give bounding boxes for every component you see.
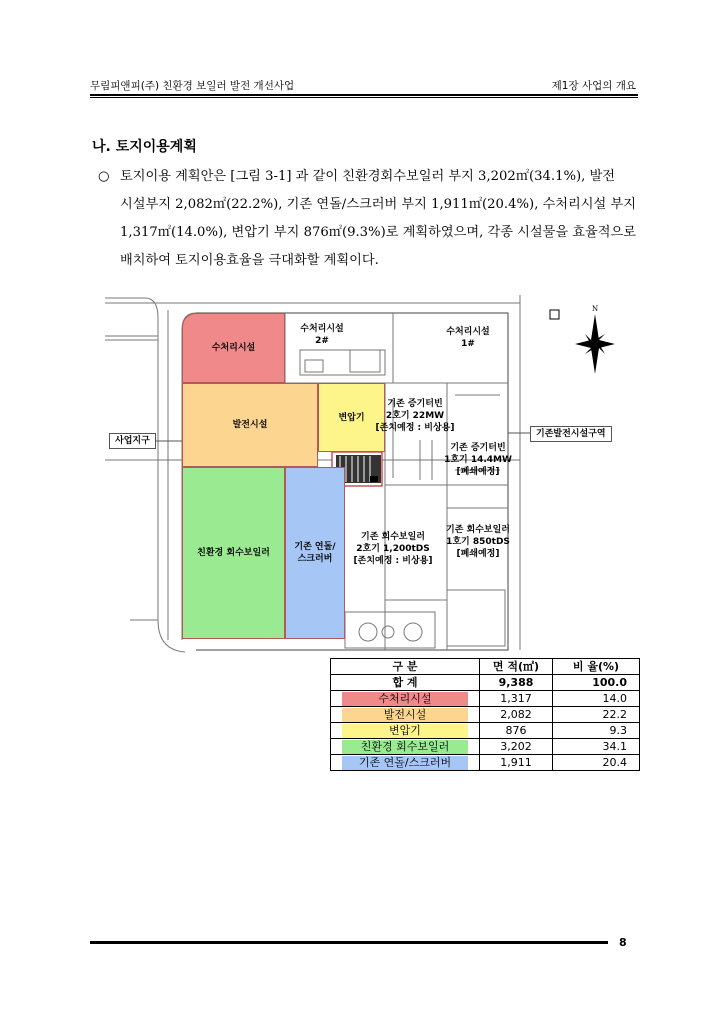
- label-recovery-boiler-2: 기존 회수보일러 2호기 1,200tDS [존치예정 : 비상용]: [353, 532, 433, 566]
- running-header: [90, 74, 638, 96]
- section-paragraph: [98, 163, 643, 275]
- paragraph-line: 시설부지 2,082㎡(22.2%), 기존 연돌/스크러버 부지 1,911㎡(20.4%), 수처리시설 부지: [120, 197, 636, 212]
- table-cell-name: 변압기: [342, 724, 468, 738]
- table-cell-name: 친환경 회수보일러: [342, 740, 468, 754]
- table-cell-area: 876: [480, 723, 553, 739]
- zone-water-treatment: 수처리시설: [182, 313, 285, 383]
- label-turbine-2: 기존 증기터빈 2호기 22MW [존치예정 : 비상용]: [375, 399, 455, 433]
- table-row: [331, 691, 640, 707]
- zone-existing-stack-scrubber: 기존 연돌/ 스크러버: [285, 467, 345, 639]
- table-cell-name: 기존 연돌/스크러버: [342, 756, 468, 770]
- page-number: 8: [619, 936, 627, 949]
- table-row: [331, 707, 640, 723]
- table-cell-area: 3,202: [480, 739, 553, 755]
- table-header-cell: 구 분: [331, 659, 480, 675]
- label-recovery-boiler-1: 기존 회수보일러 1호기 850tDS [폐쇄예정]: [446, 525, 510, 559]
- checkbox-icon: [550, 310, 559, 319]
- header-rule: [90, 94, 638, 96]
- table-cell-area: 2,082: [480, 707, 553, 723]
- paragraph-line: 배치하여 토지이용효율을 극대화할 계획이다.: [120, 253, 379, 268]
- table-cell-name: 수처리시설: [342, 692, 468, 706]
- table-cell-area: 9,388: [480, 675, 553, 691]
- table-row: [331, 723, 640, 739]
- table-row: [331, 755, 640, 771]
- table-row: [331, 675, 640, 691]
- table-cell-ratio: 22.2: [553, 707, 640, 723]
- land-use-table: [330, 658, 640, 771]
- paragraph-line: ○ 토지이용 계획안은 [그림 3-1] 과 같이 친환경회수보일러 부지 3,202㎡(34.1%), 발전: [98, 163, 643, 191]
- table-cell-ratio: 14.0: [553, 691, 640, 707]
- table-row: [331, 739, 640, 755]
- circle-bullet-icon: ○: [98, 169, 110, 184]
- label-existing-power-area: 기존발전시설구역: [530, 426, 612, 442]
- table-cell-area: 1,911: [480, 755, 553, 771]
- table-cell-ratio: 100.0: [553, 675, 640, 691]
- zone-power-facility: 발전시설: [182, 383, 318, 467]
- table-header-cell: 비 율(%): [553, 659, 640, 675]
- label-turbine-1: 기존 증기터빈 1호기 14.4MW [폐쇄예정]: [444, 443, 512, 477]
- label-water-treatment-1: 수처리시설 1#: [446, 327, 490, 349]
- table-cell-ratio: 20.4: [553, 755, 640, 771]
- table-cell-name: 발전시설: [342, 708, 468, 722]
- table-header-row: [331, 659, 640, 675]
- table-cell-ratio: 9.3: [553, 723, 640, 739]
- table-cell-area: 1,317: [480, 691, 553, 707]
- header-rule-thin: [90, 97, 638, 98]
- footer-rule: [90, 941, 608, 944]
- header-chapter: 제1장 사업의 개요: [551, 80, 636, 92]
- svg-text:N: N: [591, 305, 599, 313]
- zone-transformer: 변압기: [318, 383, 385, 452]
- header-title: 무림피앤피(주) 친환경 보일러 발전 개선사업: [90, 80, 295, 92]
- table-cell-name: 합 계: [331, 675, 480, 691]
- paragraph-line: 1,317㎡(14.0%), 변압기 부지 876㎡(9.3%)로 계획하였으며, 각종 시설물을 효율적으로: [120, 225, 637, 240]
- section-title: 나. 토지이용계획: [92, 139, 197, 155]
- label-water-treatment-2: 수처리시설 2#: [300, 324, 344, 346]
- north-arrow-icon: [575, 305, 615, 374]
- zone-eco-recovery-boiler: 친환경 회수보일러: [182, 467, 285, 639]
- table-header-cell: 면 적(㎡): [480, 659, 553, 675]
- table-cell-ratio: 34.1: [553, 739, 640, 755]
- label-project-area: 사업지구: [109, 433, 156, 449]
